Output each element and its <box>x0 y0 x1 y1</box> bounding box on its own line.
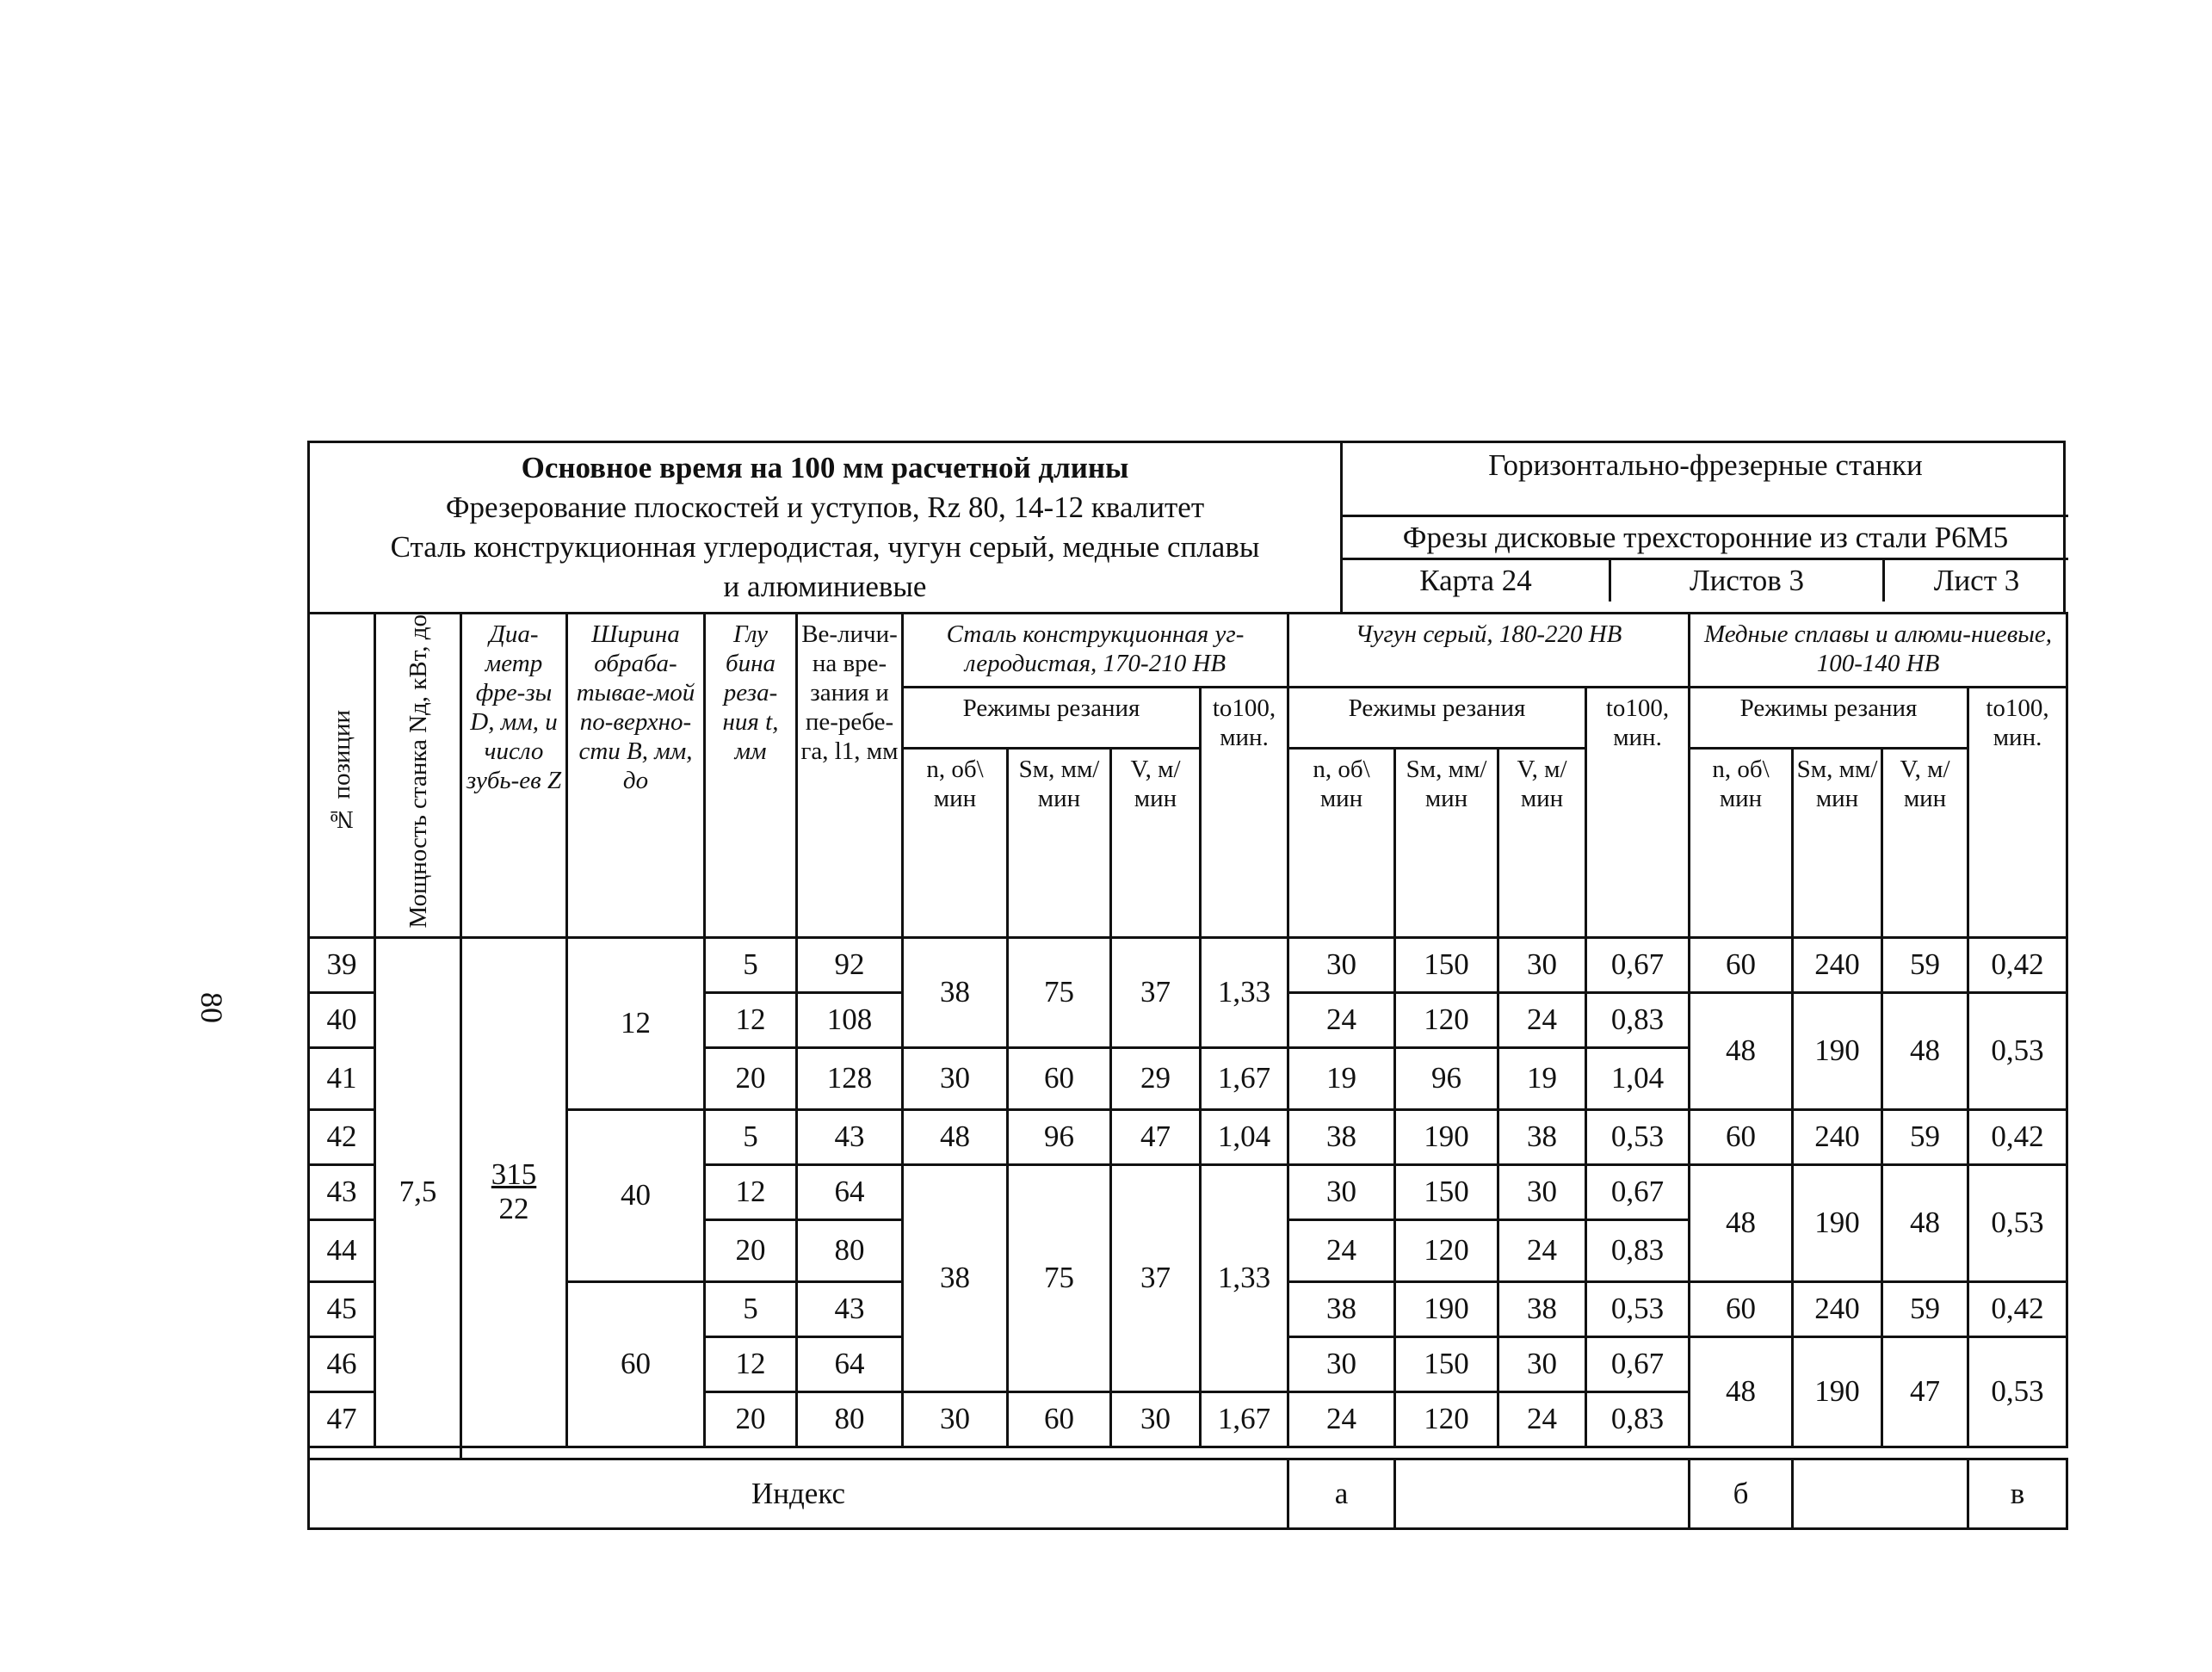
depth-cell: 20 <box>705 1219 797 1281</box>
copper-v-cell: 59 <box>1882 1109 1968 1164</box>
pos-cell: 39 <box>309 937 375 992</box>
length-cell: 43 <box>797 1109 903 1164</box>
index-a: а <box>1288 1459 1395 1528</box>
iron-n-cell: 30 <box>1288 1336 1395 1391</box>
length-cell: 64 <box>797 1164 903 1219</box>
steel-s-cell: 60 <box>1008 1047 1111 1109</box>
copper-to-cell: 0,53 <box>1968 1336 2067 1447</box>
copper-s-cell: 240 <box>1793 1281 1882 1336</box>
length-cell: 128 <box>797 1047 903 1109</box>
copper-to-cell: 0,42 <box>1968 1109 2067 1164</box>
page-number: 80 <box>195 992 229 1023</box>
depth-cell: 12 <box>705 1336 797 1391</box>
pos-cell: 42 <box>309 1109 375 1164</box>
iron-s-cell: 150 <box>1395 937 1498 992</box>
steel-v-header: V, м/ мин <box>1111 748 1201 937</box>
index-blank <box>1395 1459 1690 1528</box>
iron-s-cell: 120 <box>1395 992 1498 1047</box>
iron-to-cell: 0,83 <box>1586 1391 1690 1447</box>
iron-s-header: Sм, мм/ мин <box>1395 748 1498 937</box>
iron-to-header: to100, мин. <box>1586 688 1690 938</box>
steel-n-header: n, об\ мин <box>903 748 1008 937</box>
length-cell: 80 <box>797 1219 903 1281</box>
index-c: в <box>1968 1459 2067 1528</box>
card-materials-cont: и алюминиевые <box>723 570 927 603</box>
steel-v-cell: 29 <box>1111 1047 1201 1109</box>
iron-n-cell: 19 <box>1288 1047 1395 1109</box>
depth-cell: 12 <box>705 992 797 1047</box>
depth-cell: 20 <box>705 1391 797 1447</box>
copper-n-cell: 60 <box>1690 1109 1793 1164</box>
card-meta <box>1343 443 2068 612</box>
copper-s-cell: 190 <box>1793 1336 1882 1447</box>
col-depth-header: Глу бина реза-ния t, мм <box>705 614 797 938</box>
power-cell: 7,5 <box>375 937 461 1447</box>
spacer-cell <box>461 1447 2067 1459</box>
pos-cell: 41 <box>309 1047 375 1109</box>
copper-n-cell: 48 <box>1690 1164 1793 1281</box>
iron-to-cell: 1,04 <box>1586 1047 1690 1109</box>
iron-v-header: V, м/ мин <box>1498 748 1586 937</box>
spacer-cell <box>309 1447 461 1459</box>
pos-cell: 45 <box>309 1281 375 1336</box>
iron-n-cell: 24 <box>1288 1219 1395 1281</box>
copper-to-cell: 0,53 <box>1968 992 2067 1109</box>
diameter-value: 315 <box>491 1157 537 1192</box>
cutter-type: Фрезы дисковые трехсторонние из стали Р6М5 <box>1343 517 2068 560</box>
steel-v-cell: 47 <box>1111 1109 1201 1164</box>
col-length-header: Ве-личи-на вре-зания и пе-ребе-га, l1, мм <box>797 614 903 938</box>
copper-n-cell: 60 <box>1690 937 1793 992</box>
iron-s-cell: 120 <box>1395 1219 1498 1281</box>
length-cell: 43 <box>797 1281 903 1336</box>
iron-group-header: Чугун серый, 180-220 НВ <box>1288 614 1690 688</box>
width-cell: 12 <box>567 937 705 1109</box>
copper-v-cell: 48 <box>1882 1164 1968 1281</box>
steel-v-cell: 37 <box>1111 937 1201 1047</box>
norm-table <box>307 612 2068 1530</box>
diameter-cell <box>461 937 567 1447</box>
steel-n-cell: 48 <box>903 1109 1008 1164</box>
steel-to-cell: 1,33 <box>1201 937 1288 1047</box>
table-row <box>309 937 2067 992</box>
col-position-header: № позиции <box>309 614 375 938</box>
iron-n-cell: 24 <box>1288 992 1395 1047</box>
iron-s-cell: 120 <box>1395 1391 1498 1447</box>
iron-s-cell: 96 <box>1395 1047 1498 1109</box>
iron-to-cell: 0,67 <box>1586 937 1690 992</box>
steel-s-cell: 96 <box>1008 1109 1111 1164</box>
steel-s-cell: 60 <box>1008 1391 1111 1447</box>
iron-to-cell: 0,83 <box>1586 1219 1690 1281</box>
iron-to-cell: 0,53 <box>1586 1109 1690 1164</box>
steel-v-cell: 30 <box>1111 1391 1201 1447</box>
iron-v-cell: 30 <box>1498 937 1586 992</box>
col-power-header: Мощность станка Nд, кВт, до <box>375 614 461 938</box>
copper-n-header: n, об\ мин <box>1690 748 1793 937</box>
table-row <box>309 1109 2067 1164</box>
pos-cell: 40 <box>309 992 375 1047</box>
iron-v-cell: 38 <box>1498 1109 1586 1164</box>
iron-n-cell: 30 <box>1288 937 1395 992</box>
iron-modes-header: Режимы резания <box>1288 688 1586 749</box>
card-numbers <box>1343 560 2068 602</box>
copper-to-cell: 0,42 <box>1968 1281 2067 1336</box>
col-diameter-header: Диа-метр фре-зы D, мм, и число зубь-ев Z <box>461 614 567 938</box>
steel-n-cell: 30 <box>903 1047 1008 1109</box>
iron-v-cell: 38 <box>1498 1281 1586 1336</box>
index-row <box>309 1459 2067 1528</box>
spacer-row <box>309 1447 2067 1459</box>
iron-s-cell: 150 <box>1395 1336 1498 1391</box>
steel-v-cell: 37 <box>1111 1164 1201 1391</box>
steel-s-cell: 75 <box>1008 937 1111 1047</box>
steel-to-cell: 1,04 <box>1201 1109 1288 1164</box>
copper-s-cell: 240 <box>1793 1109 1882 1164</box>
iron-s-cell: 150 <box>1395 1164 1498 1219</box>
card-title: Основное время на 100 мм расчетной длины <box>521 451 1129 484</box>
iron-v-cell: 30 <box>1498 1336 1586 1391</box>
copper-v-cell: 47 <box>1882 1336 1968 1447</box>
iron-n-header: n, об\ мин <box>1288 748 1395 937</box>
steel-to-header: to100, мин. <box>1201 688 1288 938</box>
iron-n-cell: 38 <box>1288 1281 1395 1336</box>
copper-n-cell: 48 <box>1690 1336 1793 1447</box>
iron-s-cell: 190 <box>1395 1281 1498 1336</box>
card-title-block <box>310 443 1343 612</box>
steel-s-header: Sм, мм/ мин <box>1008 748 1111 937</box>
iron-n-cell: 38 <box>1288 1109 1395 1164</box>
steel-modes-header: Режимы резания <box>903 688 1201 749</box>
col-width-header: Ширина обраба-тывае-мой по-верхно-сти B, мм, до <box>567 614 705 938</box>
copper-to-cell: 0,53 <box>1968 1164 2067 1281</box>
pos-cell: 46 <box>309 1336 375 1391</box>
copper-to-cell: 0,42 <box>1968 937 2067 992</box>
index-b: б <box>1690 1459 1793 1528</box>
iron-to-cell: 0,53 <box>1586 1281 1690 1336</box>
iron-to-cell: 0,67 <box>1586 1336 1690 1391</box>
iron-v-cell: 24 <box>1498 1391 1586 1447</box>
iron-to-cell: 0,67 <box>1586 1164 1690 1219</box>
length-cell: 108 <box>797 992 903 1047</box>
copper-s-header: Sм, мм/ мин <box>1793 748 1882 937</box>
copper-n-cell: 60 <box>1690 1281 1793 1336</box>
iron-v-cell: 24 <box>1498 992 1586 1047</box>
depth-cell: 20 <box>705 1047 797 1109</box>
steel-group-header: Сталь конструкционная уг-леродистая, 170-210 НВ <box>903 614 1288 688</box>
length-cell: 80 <box>797 1391 903 1447</box>
steel-n-cell: 38 <box>903 1164 1008 1391</box>
steel-to-cell: 1,67 <box>1201 1391 1288 1447</box>
copper-modes-header: Режимы резания <box>1690 688 1968 749</box>
iron-v-cell: 30 <box>1498 1164 1586 1219</box>
copper-v-header: V, м/ мин <box>1882 748 1968 937</box>
width-cell: 40 <box>567 1109 705 1281</box>
steel-n-cell: 30 <box>903 1391 1008 1447</box>
width-cell: 60 <box>567 1281 705 1447</box>
copper-v-cell: 59 <box>1882 1281 1968 1336</box>
depth-cell: 5 <box>705 1109 797 1164</box>
sheets-total: Листов 3 <box>1611 560 1885 602</box>
copper-n-cell: 48 <box>1690 992 1793 1109</box>
pos-cell: 43 <box>309 1164 375 1219</box>
teeth-value: 22 <box>498 1192 529 1226</box>
length-cell: 64 <box>797 1336 903 1391</box>
sheet-number: Лист 3 <box>1933 564 2020 597</box>
card-materials: Сталь конструкционная углеродистая, чугун серый, медные сплавы <box>390 530 1260 564</box>
pos-cell: 44 <box>309 1219 375 1281</box>
copper-s-cell: 240 <box>1793 937 1882 992</box>
steel-to-cell: 1,33 <box>1201 1164 1288 1391</box>
iron-n-cell: 24 <box>1288 1391 1395 1447</box>
card-number: Карта 24 <box>1343 560 1611 602</box>
depth-cell: 5 <box>705 937 797 992</box>
copper-group-header: Медные сплавы и алюми-ниевые, 100-140 НВ <box>1690 614 2067 688</box>
length-cell: 92 <box>797 937 903 992</box>
pos-cell: 47 <box>309 1391 375 1447</box>
steel-n-cell: 38 <box>903 937 1008 1047</box>
copper-v-cell: 48 <box>1882 992 1968 1109</box>
iron-v-cell: 19 <box>1498 1047 1586 1109</box>
copper-v-cell: 59 <box>1882 937 1968 992</box>
norm-card <box>307 441 2066 1530</box>
steel-s-cell: 75 <box>1008 1164 1111 1391</box>
card-header <box>307 441 2066 612</box>
index-blank <box>1793 1459 1968 1528</box>
copper-s-cell: 190 <box>1793 1164 1882 1281</box>
steel-to-cell: 1,67 <box>1201 1047 1288 1109</box>
depth-cell: 5 <box>705 1281 797 1336</box>
machine-type: Горизонтально-фрезерные станки <box>1343 443 2068 517</box>
copper-to-header: to100, мин. <box>1968 688 2067 938</box>
iron-n-cell: 30 <box>1288 1164 1395 1219</box>
iron-v-cell: 24 <box>1498 1219 1586 1281</box>
iron-to-cell: 0,83 <box>1586 992 1690 1047</box>
card-subtitle: Фрезерование плоскостей и уступов, Rz 80, 14-12 квалитет <box>445 490 1205 524</box>
index-label: Индекс <box>309 1459 1288 1528</box>
copper-s-cell: 190 <box>1793 992 1882 1109</box>
depth-cell: 12 <box>705 1164 797 1219</box>
iron-s-cell: 190 <box>1395 1109 1498 1164</box>
